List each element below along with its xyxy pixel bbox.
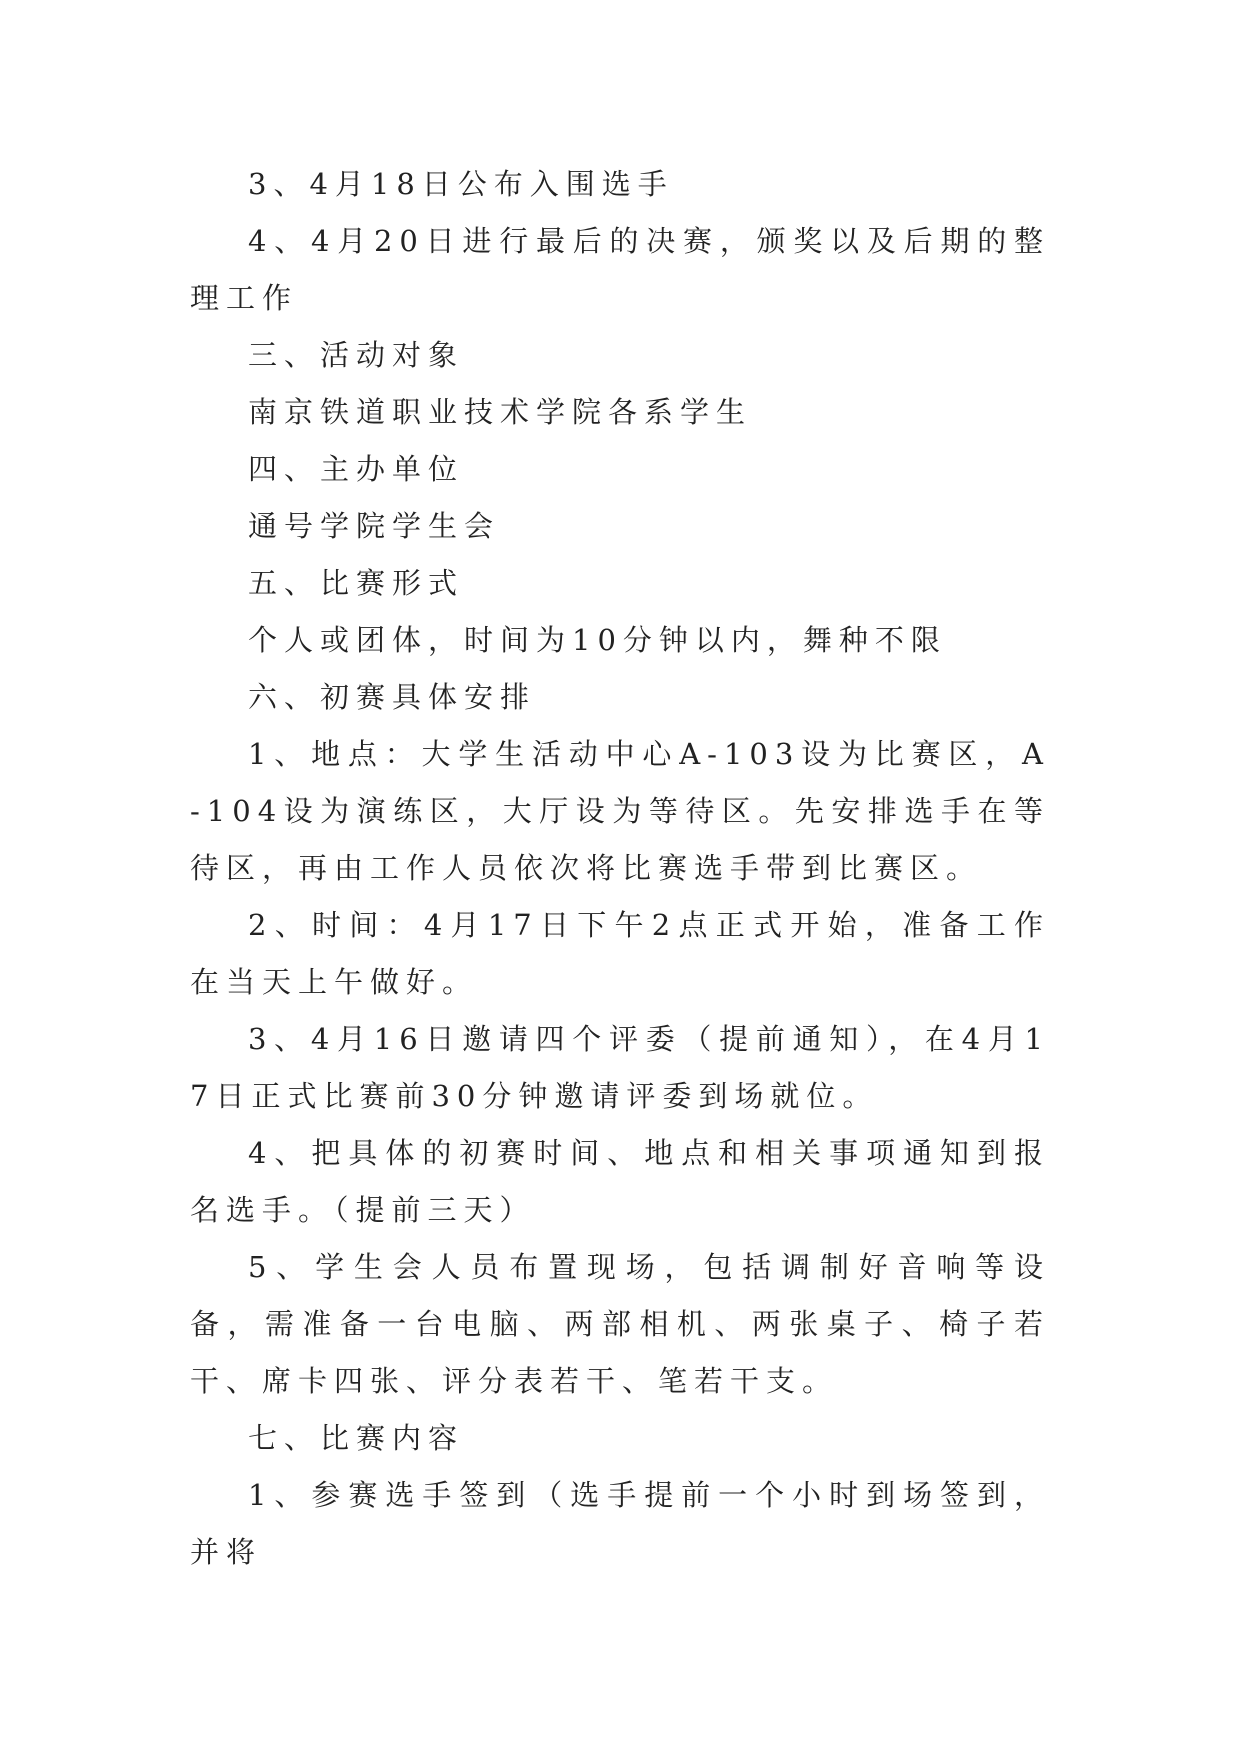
paragraph-location: 1、地点：大学生活动中心A-103设为比赛区，A-104设为演练区，大厅设为等待区。先安排选手在等待区，再由工作人员依次将比赛选手带到比赛区。 [190, 737, 1050, 885]
paragraph-judges: 3、4月16日邀请四个评委（提前通知），在4月17日正式比赛前30分钟邀请评委到场就位。 [190, 1022, 1050, 1113]
paragraph-schedule-item-3: 3、4月18日公布入围选手 [248, 167, 674, 201]
section-heading-content: 七、比赛内容 [248, 1421, 465, 1455]
paragraph-organizer: 通号学院学生会 [248, 509, 501, 543]
section-heading-organizer: 四、主办单位 [248, 452, 465, 486]
paragraph-checkin: 1、参赛选手签到（选手提前一个小时到场签到，并将 [190, 1478, 1050, 1569]
section-heading-preliminary: 六、初赛具体安排 [248, 680, 537, 714]
paragraph-time: 2、时间：4月17日下午2点正式开始，准备工作在当天上午做好。 [190, 908, 1050, 999]
document-body [190, 156, 1050, 1581]
paragraph-setup: 5、学生会人员布置现场，包括调制好音响等设备，需准备一台电脑、两部相机、两张桌子、椅子若干、席卡四张、评分表若干、笔若干支。 [190, 1250, 1050, 1398]
paragraph-notice: 4、把具体的初赛时间、地点和相关事项通知到报名选手。（提前三天） [190, 1136, 1050, 1227]
paragraph-schedule-item-4: 4、4月20日进行最后的决赛，颁奖以及后期的整理工作 [190, 224, 1050, 315]
section-heading-target: 三、活动对象 [248, 338, 465, 372]
paragraph-target: 南京铁道职业技术学院各系学生 [248, 395, 753, 429]
section-heading-format: 五、比赛形式 [248, 566, 465, 600]
paragraph-format: 个人或团体，时间为10分钟以内，舞种不限 [248, 623, 947, 657]
